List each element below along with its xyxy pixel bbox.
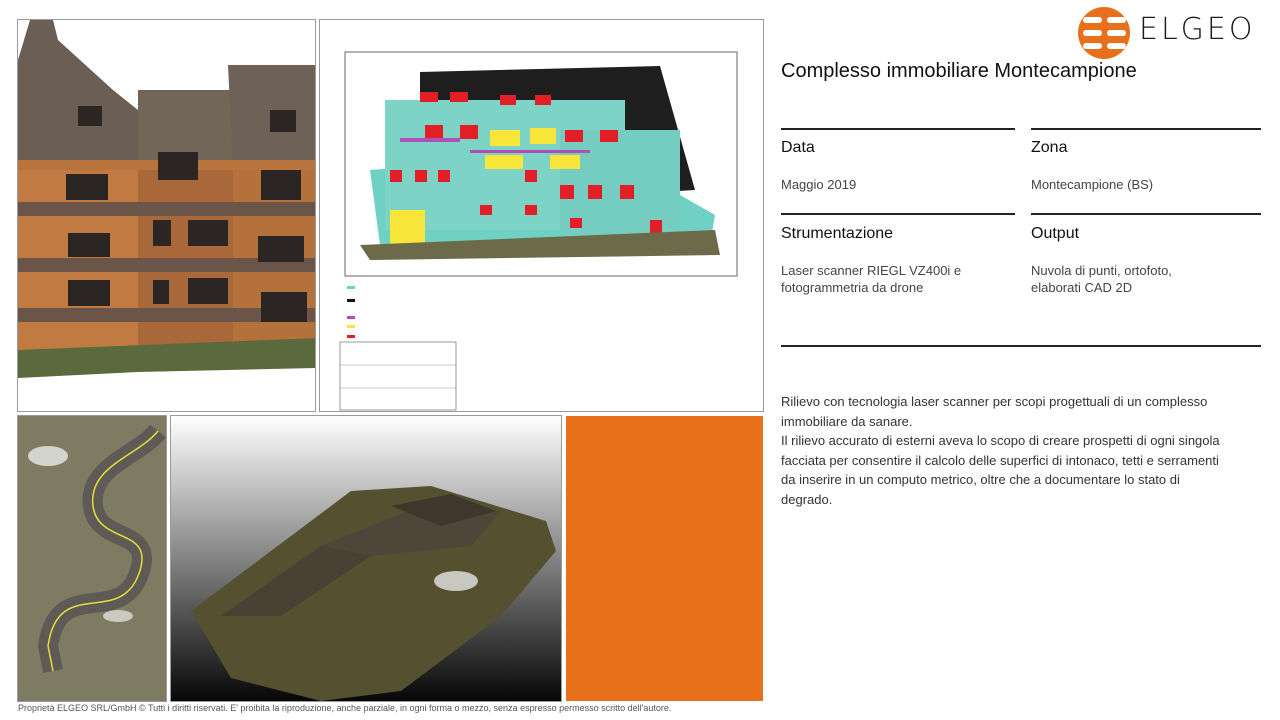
strumentazione-line-1: Laser scanner RIEGL VZ400i e <box>781 263 962 278</box>
strumentazione-value <box>781 262 961 296</box>
divider <box>781 345 1261 347</box>
divider <box>781 213 1015 215</box>
strumentazione-label: Strumentazione <box>781 225 894 242</box>
project-description <box>781 392 1221 509</box>
cad-elevation-drawing <box>319 19 764 412</box>
point-cloud-3d <box>170 415 562 702</box>
zona-label: Zona <box>1031 139 1068 156</box>
aerial-orthophoto <box>17 415 167 702</box>
elgeo-logo-icon <box>1077 6 1133 60</box>
zona-value: Montecampione (BS) <box>1031 177 1154 192</box>
divider <box>1031 128 1261 130</box>
output-label: Output <box>1031 225 1080 242</box>
strumentazione-line-2: fotogrammetria da drone <box>781 280 924 295</box>
data-label: Data <box>781 139 815 156</box>
copyright-footer: Proprietà ELGEO SRL/GmbH © Tutti i diritti riservati. E' proibita la riproduzione, anche parziale, in ogni forma o mezzo, senza espresso permesso scritto dell'autore. <box>18 703 672 713</box>
output-value <box>1031 262 1172 296</box>
brand-name: ELGEO <box>1139 12 1256 47</box>
divider <box>781 128 1015 130</box>
data-value: Maggio 2019 <box>781 177 857 192</box>
project-title: Complesso immobiliare Montecampione <box>781 60 1137 82</box>
elgeo-logo <box>1077 6 1263 60</box>
facade-photo <box>17 19 316 412</box>
output-line-2: elaborati CAD 2D <box>1031 280 1133 295</box>
accent-block <box>566 416 763 701</box>
divider <box>1031 213 1261 215</box>
description-paragraph-1: Rilievo con tecnologia laser scanner per scopi progettuali di un complesso immobiliare da sanare. <box>781 394 1208 429</box>
description-paragraph-2: Il rilievo accurato di esterni aveva lo scopo di creare prospetti di ogni singola facciata per consentire il calcolo delle superfici di intonaco, tetti e serramenti da inserire in un computo metrico, oltre che a documentare lo stato di degrado. <box>781 433 1220 507</box>
output-line-1: Nuvola di punti, ortofoto, <box>1031 263 1172 278</box>
